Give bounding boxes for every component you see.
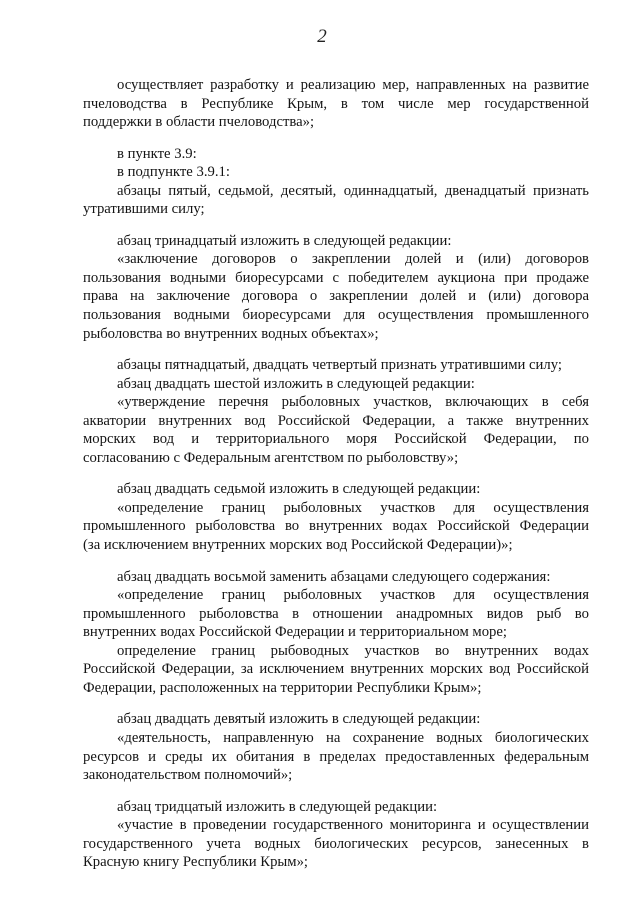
paragraph (83, 710, 589, 729)
amendment-section (83, 356, 589, 467)
amendment-section (83, 710, 589, 784)
text-line: абзац двадцать девятый изложить в следующей редакции: (117, 711, 481, 728)
paragraph (83, 163, 589, 182)
quoted-paragraph (83, 393, 589, 467)
text-line: абзац двадцать седьмой изложить в следующей редакции: (117, 481, 481, 498)
text-line: поддержки в области пчеловодства»; (83, 114, 315, 131)
text-line: промышленного рыболовства в отношении анадромных видов рыб во (83, 605, 589, 622)
text-line: рыболовства во внутренних водных объектах»; (83, 325, 379, 342)
text-line: в пункте 3.9: (117, 145, 197, 162)
quoted-paragraph (83, 816, 589, 872)
text-line: права на заключение договора о закреплении долей и (или) договора (83, 288, 589, 305)
quoted-paragraph (83, 499, 589, 555)
text-line: законодательством полномочий»; (83, 767, 293, 784)
text-line: пользования водными биоресурсами с победителем аукциона при продаже (83, 269, 589, 286)
quoted-paragraph (83, 250, 589, 343)
text-line: «заключение договоров о закреплении долей и (или) договоров (117, 251, 589, 268)
text-line: абзацы пятнадцатый, двадцать четвертый признать утратившими силу; (117, 357, 562, 374)
amendment-section (83, 145, 589, 219)
paragraph (83, 798, 589, 817)
text-line: Красную книгу Республики Крым»; (83, 854, 309, 871)
text-line: (за исключением внутренних морских вод Российской Федерации)»; (83, 537, 513, 554)
amendment-section (83, 232, 589, 343)
paragraph (83, 375, 589, 394)
text-line: «определение границ рыболовных участков для осуществления (117, 587, 589, 604)
paragraph (83, 568, 589, 587)
text-line: морских вод и территориального моря Российской Федерации, по (83, 431, 589, 448)
text-line: Российской Федерации, за исключением внутренних морских вод Российской (83, 661, 589, 678)
text-line: утратившими силу; (83, 201, 205, 218)
text-line: в подпункте 3.9.1: (117, 164, 230, 181)
quoted-paragraph (83, 729, 589, 785)
text-line: «утверждение перечня рыболовных участков, включающих в себя (117, 394, 589, 411)
text-line: «определение границ рыболовных участков для осуществления (117, 499, 589, 516)
text-line: промышленного рыболовства во внутренних водах Российской Федерации (83, 518, 589, 535)
document-body (83, 76, 589, 872)
quoted-paragraph (83, 642, 589, 698)
text-line: внутренних водах Российской Федерации и территориальном море; (83, 624, 507, 641)
paragraph (83, 76, 589, 132)
text-line: абзацы пятый, седьмой, десятый, одиннадцатый, двенадцатый признать (117, 182, 589, 199)
text-line: пользования водными биоресурсами для осуществления промышленного (83, 307, 589, 324)
paragraph (83, 182, 589, 219)
text-line: Федерации, расположенных на территории Республики Крым»; (83, 679, 482, 696)
paragraph (83, 356, 589, 375)
quoted-paragraph (83, 586, 589, 642)
text-line: определение границ рыбоводных участков во внутренних водах (117, 642, 589, 659)
paragraph (83, 145, 589, 164)
text-line: абзац двадцать шестой изложить в следующей редакции: (117, 375, 475, 392)
amendment-section (83, 480, 589, 554)
paragraph (83, 480, 589, 499)
text-line: осуществляет разработку и реализацию мер, направленных на развитие (117, 77, 589, 93)
text-line: акватории внутренних вод Российской Федерации, а также внутренних (83, 412, 589, 429)
text-line: пчеловодства в Республике Крым, в том числе мер государственной (83, 95, 589, 112)
text-line: государственного учета водных биологических ресурсов, занесенных в (83, 835, 589, 852)
text-line: абзац тринадцатый изложить в следующей редакции: (117, 232, 452, 249)
text-line: «участие в проведении государственного мониторинга и осуществлении (117, 817, 589, 834)
page-number: 2 (317, 26, 327, 47)
text-line: абзац тридцатый изложить в следующей редакции: (117, 798, 438, 815)
text-line: ресурсов и среды их обитания в пределах предоставленных федеральным (83, 748, 589, 765)
paragraph (83, 232, 589, 251)
amendment-section (83, 76, 589, 132)
amendment-section (83, 798, 589, 872)
amendment-section (83, 568, 589, 698)
text-line: абзац двадцать восьмой заменить абзацами следующего содержания: (117, 568, 551, 585)
text-line: согласованию с Федеральным агентством по рыболовству»; (83, 449, 459, 466)
text-line: «деятельность, направленную на сохранение водных биологических (117, 729, 589, 746)
